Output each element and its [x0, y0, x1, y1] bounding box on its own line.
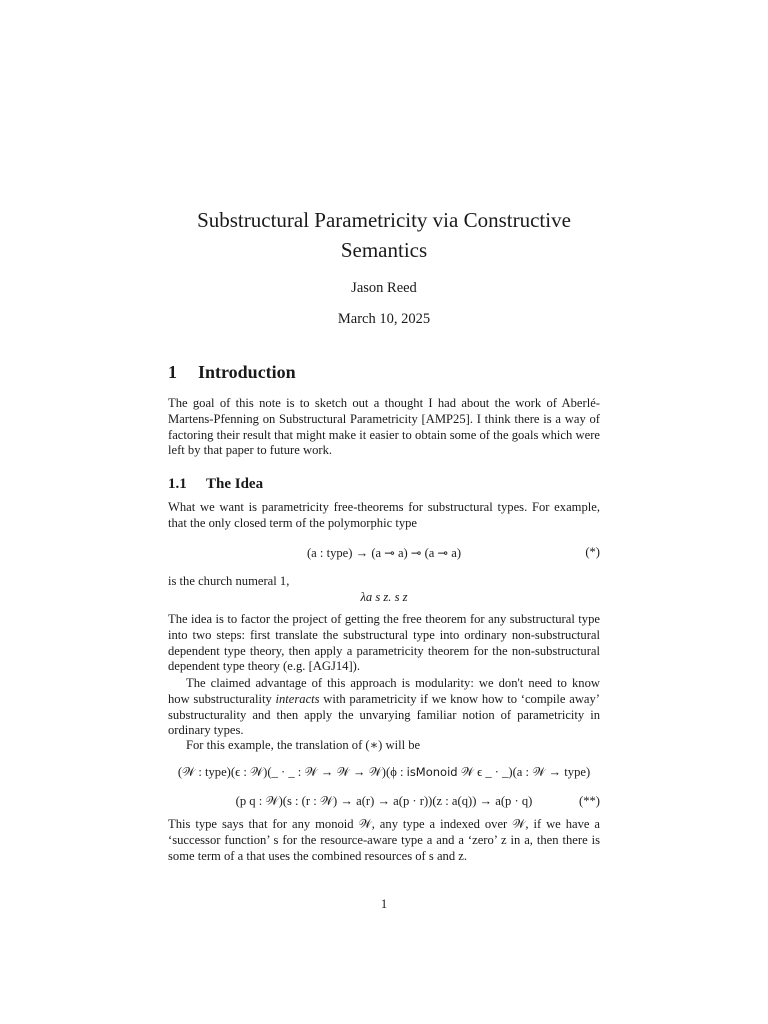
- subsection-number: 1.1: [168, 476, 187, 492]
- subsection-title: The Idea: [206, 476, 264, 492]
- eq2-line1-part-b: 𝒲 ϵ _ · _)(a : 𝒲 → type): [457, 765, 591, 779]
- page-number: 1: [380, 897, 388, 911]
- section-number: 1: [168, 362, 177, 382]
- idea-paragraph-2: is the church numeral 1,: [168, 574, 290, 588]
- idea-paragraph-4: [168, 676, 600, 739]
- eq2-ismonoid: isMonoid: [406, 765, 458, 779]
- equation-star-body: (a : type) → (a ⊸ a) ⊸ (a ⊸ a): [306, 546, 462, 560]
- equation-star-tag: (*): [585, 545, 600, 559]
- equation-lambda: [168, 590, 600, 605]
- section-title: Introduction: [198, 362, 296, 382]
- equation-double-star-tag: (**): [579, 794, 600, 808]
- equation-translation-line-2: [168, 794, 600, 809]
- title-line-1: Substructural Parametricity via Constructive: [197, 208, 571, 232]
- eq2-line2-body: (p q : 𝒲)(s : (r : 𝒲) → a(r) → a(p · r))(z : a(q)) → a(p · q): [235, 794, 533, 808]
- idea-paragraph-6: This type says that for any monoid 𝒲, any type a indexed over 𝒲, if we have a ‘successor function’ s for the resource-aware type a and a ‘zero’ z in a, then there is some term of a that uses the combined resources of s and z.: [168, 817, 600, 863]
- title-line-2: Semantics: [340, 238, 428, 262]
- paper-title: [150, 205, 618, 265]
- intro-paragraph: The goal of this note is to sketch out a thought I had about the work of Aberlé-Martens-Pfenning on Substructural Parametricity [AMP25]. I think there is a way of factoring their result that might make it easier to obtain some of the goals which were left by that paper to future work.: [168, 396, 600, 458]
- para4-emphasis: interacts: [275, 691, 320, 706]
- eq2-line1-part-a: (𝒲 : type)(ϵ : 𝒲)(_ · _ : 𝒲 → 𝒲 → 𝒲)(ϕ :: [177, 765, 407, 779]
- author-name: Jason Reed: [351, 280, 417, 296]
- idea-paragraph-3: The idea is to factor the project of getting the free theorem for any substructural type into two steps: first translate the substructural type into ordinary non-substructural dependent type theory, then apply a parametricity theorem for the non-substructural dependent type theory (e.g. [AGJ14]).: [168, 612, 600, 674]
- subsection-heading-the-idea: [168, 476, 263, 493]
- para4-text-b: with parametricity if we know how to ‘compile away’ substructurality and then apply the unvarying familiar notion of parametricity in ordinary types.: [168, 691, 600, 738]
- idea-paragraph-5: For this example, the translation of (∗) will be: [186, 738, 421, 752]
- equation-translation-line-1: [168, 765, 600, 780]
- publication-date: March 10, 2025: [337, 311, 431, 327]
- section-heading-introduction: [168, 362, 296, 383]
- idea-paragraph-1: What we want is parametricity free-theorems for substructural types. For example, that the only closed term of the polymorphic type: [168, 500, 600, 530]
- equation-star: [168, 545, 600, 561]
- para4-text-a: The claimed advantage of this approach is modularity: we don't need to know how substructurality: [168, 676, 600, 706]
- equation-lambda-body: λa s z. s z: [360, 590, 408, 604]
